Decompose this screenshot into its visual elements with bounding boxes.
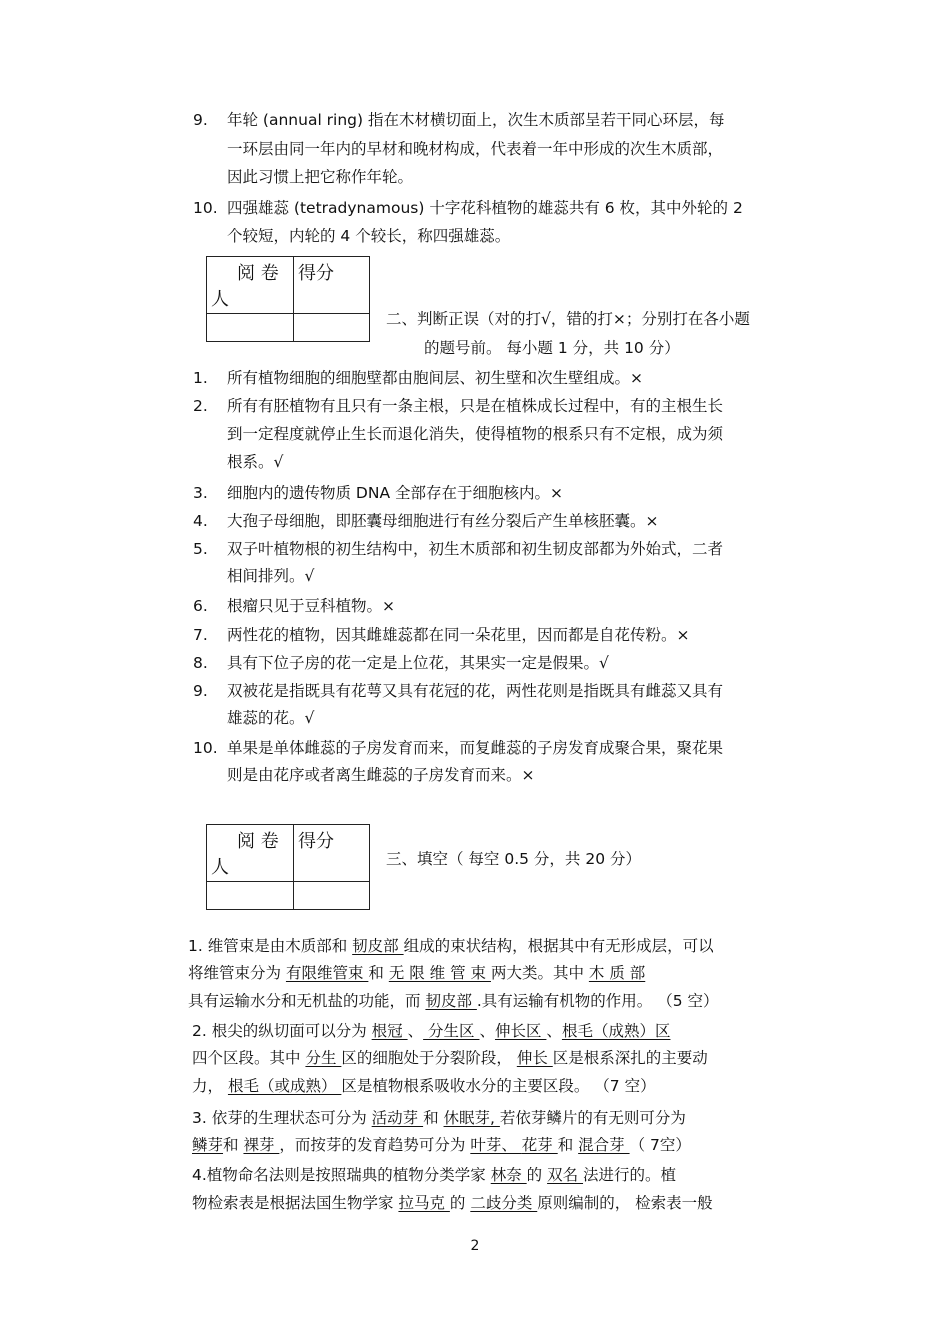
term-definition-line: 一环层由同一年内的早材和晚材构成，代表着一年中形成的次生木质部， bbox=[227, 140, 724, 158]
answer-blank: 混合芽 bbox=[578, 1136, 630, 1154]
section2-subtitle: 的题号前。 每小题 1 分，共 10 分） bbox=[424, 339, 680, 357]
grader-label-2: 人 bbox=[211, 289, 229, 310]
blank-text: 区是植物根系吸收水分的主要区段。 （7 空） bbox=[341, 1077, 656, 1095]
blank-text: 区的细胞处于分裂阶段， bbox=[341, 1049, 517, 1067]
blank-text: 两大类。其中 bbox=[490, 964, 589, 982]
judgement-item: 双子叶植物根的初生结构中，初生木质部和初生韧皮部都为外始式，二者 bbox=[227, 540, 724, 558]
item-number: 7. bbox=[193, 626, 208, 644]
fill-blank-line bbox=[192, 1135, 691, 1155]
answer-blank: 根冠 bbox=[371, 1022, 408, 1040]
fill-blank-line bbox=[188, 936, 714, 956]
answer-blank: 根毛（成熟）区 bbox=[561, 1022, 671, 1040]
blank-text: 和 bbox=[423, 1109, 444, 1127]
blank-text: 若依芽鳞片的有无则可分为 bbox=[499, 1109, 686, 1127]
answer-blank: 无 限 维 管 束 bbox=[388, 964, 491, 982]
judgement-item: 根瘤只见于豆科植物。× bbox=[227, 597, 395, 615]
blank-text: 的 bbox=[449, 1194, 471, 1212]
judgement-item: 单果是单体雌蕊的子房发育而来，而复雌蕊的子房发育成聚合果，聚花果 bbox=[227, 739, 724, 757]
judgement-item: 具有下位子房的花一定是上位花，其果实一定是假果。√ bbox=[227, 654, 609, 672]
grader-input-cell[interactable] bbox=[207, 314, 294, 342]
answer-blank: 二歧分类 bbox=[470, 1194, 538, 1212]
judgement-item: 相间排列。√ bbox=[227, 567, 315, 585]
term-definition-line: 因此习惯上把它称作年轮。 bbox=[227, 168, 414, 186]
blank-text: 具有运输水分和无机盐的功能，而 bbox=[188, 992, 426, 1010]
item-number: 10. bbox=[193, 739, 218, 757]
term-definition-line: 四强雄蕊 (tetradynamous) 十字花科植物的雄蕊共有 6 枚，其中外轮的 2 bbox=[227, 199, 743, 217]
judgement-item: 大孢子母细胞，即胚囊母细胞进行有丝分裂后产生单核胚囊。× bbox=[227, 512, 659, 530]
term-definition-line: 年轮 (annual ring) 指在木材横切面上，次生木质部呈若干同心环层，每 bbox=[227, 111, 725, 129]
judgement-item: 细胞内的遗传物质 DNA 全部存在于细胞核内。× bbox=[227, 484, 563, 502]
blank-text: 组成的束状结构，根据其中有无形成层，可以 bbox=[403, 937, 714, 955]
blank-text: 2. 根尖的纵切面可以分为 bbox=[192, 1022, 372, 1040]
blank-text: 物检索表是根据法国生物学家 bbox=[192, 1194, 399, 1212]
judgement-item: 则是由花序或者离生雌蕊的子房发育而来。× bbox=[227, 766, 535, 784]
answer-blank: 双名 bbox=[547, 1166, 584, 1184]
item-number: 4. bbox=[193, 512, 208, 530]
judgement-item: 双被花是指既具有花萼又具有花冠的花，两性花则是指既具有雌蕊又具有 bbox=[227, 682, 724, 700]
item-number: 9. bbox=[193, 682, 208, 700]
blank-text: 3. 依芽的生理状态可分为 bbox=[192, 1109, 372, 1127]
score-label: 得分 bbox=[298, 831, 334, 852]
answer-blank: 拉马克 bbox=[398, 1194, 450, 1212]
grader-label: 阅 卷 bbox=[237, 263, 279, 284]
fill-blank-line bbox=[188, 991, 719, 1011]
fill-blank-line bbox=[192, 1076, 656, 1096]
blank-text: 力， bbox=[192, 1077, 228, 1095]
section2-title: 二、判断正误（对的打√，错的打×；分别打在各小题 bbox=[386, 310, 750, 328]
blank-text: 和 bbox=[223, 1136, 244, 1154]
blank-text: 4.植物命名法则是按照瑞典的植物分类学家 bbox=[192, 1166, 491, 1184]
grader-label: 阅 卷 bbox=[237, 831, 279, 852]
grader-input-cell[interactable] bbox=[207, 882, 294, 910]
answer-blank: 根毛（或成熟） bbox=[227, 1077, 342, 1095]
judgement-item: 所有有胚植物有且只有一条主根，只是在植株成长过程中，有的主根生长 bbox=[227, 397, 724, 415]
blank-text: 、 bbox=[546, 1022, 562, 1040]
answer-blank: 活动芽 bbox=[371, 1109, 424, 1127]
answer-blank: 裸芽 bbox=[243, 1136, 280, 1154]
score-input-cell[interactable] bbox=[294, 882, 370, 910]
blank-text: 四个区段。其中 bbox=[192, 1049, 306, 1067]
score-table bbox=[206, 256, 370, 342]
section3-title: 三、填空（ 每空 0.5 分，共 20 分） bbox=[386, 850, 642, 868]
answer-blank: 花芽 bbox=[521, 1136, 558, 1154]
blank-text: 原则编制的， 检索表一般 bbox=[537, 1194, 713, 1212]
fill-blank-line bbox=[192, 1165, 676, 1185]
blank-text: 、 bbox=[479, 1022, 495, 1040]
answer-blank: 分生区 bbox=[423, 1022, 480, 1040]
judgement-item: 到一定程度就停止生长而退化消失，使得植物的根系只有不定根，成为须 bbox=[227, 425, 724, 443]
item-number: 9. bbox=[193, 111, 208, 129]
grader-label-2: 人 bbox=[211, 857, 229, 878]
item-number: 10. bbox=[193, 199, 218, 217]
score-cell bbox=[294, 825, 370, 882]
blank-text: 、 bbox=[407, 1022, 424, 1040]
item-number: 3. bbox=[193, 484, 208, 502]
blank-text: 区是根系深扎的主要动 bbox=[552, 1049, 708, 1067]
grader-cell bbox=[207, 825, 294, 882]
term-definition-line: 个较短，内轮的 4 个较长，称四强雄蕊。 bbox=[227, 227, 511, 245]
fill-blank-line bbox=[192, 1193, 713, 1213]
blank-text: 将维管束分为 bbox=[188, 964, 286, 982]
fill-blank-line bbox=[192, 1048, 708, 1068]
blank-text: 和 bbox=[368, 964, 389, 982]
score-label: 得分 bbox=[298, 263, 334, 284]
judgement-item: 两性花的植物，因其雌雄蕊都在同一朵花里，因而都是自花传粉。× bbox=[227, 626, 690, 644]
answer-blank: 有限维管束 bbox=[285, 964, 369, 982]
answer-blank: 休眠芽, bbox=[443, 1109, 500, 1127]
answer-blank: 伸长区 bbox=[494, 1022, 547, 1040]
blank-text: （ 7空） bbox=[629, 1136, 691, 1154]
item-number: 1. bbox=[193, 369, 208, 387]
answer-blank: 分生 bbox=[305, 1049, 342, 1067]
blank-text: 法进行的。植 bbox=[583, 1166, 677, 1184]
blank-text: 和 bbox=[557, 1136, 579, 1154]
answer-blank: 伸长 bbox=[516, 1049, 553, 1067]
score-cell bbox=[294, 257, 370, 314]
answer-blank: 木 质 部 bbox=[588, 964, 646, 982]
judgement-item: 所有植物细胞的细胞壁都由胞间层、初生壁和次生壁组成。× bbox=[227, 369, 643, 387]
blank-text: .具有运输有机物的作用。 （5 空） bbox=[476, 992, 719, 1010]
blank-text: ，而按芽的发育趋势可分为 bbox=[279, 1136, 471, 1154]
score-input-cell[interactable] bbox=[294, 314, 370, 342]
item-number: 6. bbox=[193, 597, 208, 615]
answer-blank: 鳞芽 bbox=[192, 1136, 224, 1154]
answer-blank: 林奈 bbox=[490, 1166, 527, 1184]
grader-cell bbox=[207, 257, 294, 314]
answer-blank: 韧皮部 bbox=[352, 937, 404, 955]
blank-text: 的 bbox=[526, 1166, 548, 1184]
item-number: 8. bbox=[193, 654, 208, 672]
fill-blank-line bbox=[192, 1108, 686, 1128]
fill-blank-line bbox=[192, 1021, 670, 1041]
judgement-item: 雄蕊的花。√ bbox=[227, 709, 315, 727]
judgement-item: 根系。√ bbox=[227, 453, 284, 471]
page-number: 2 bbox=[470, 1238, 480, 1254]
fill-blank-line bbox=[188, 963, 645, 983]
item-number: 5. bbox=[193, 540, 208, 558]
answer-blank: 韧皮部 bbox=[425, 992, 477, 1010]
score-table bbox=[206, 824, 370, 910]
item-number: 2. bbox=[193, 397, 208, 415]
blank-text: 1. 维管束是由木质部和 bbox=[188, 937, 353, 955]
answer-blank: 叶芽、 bbox=[470, 1136, 522, 1154]
